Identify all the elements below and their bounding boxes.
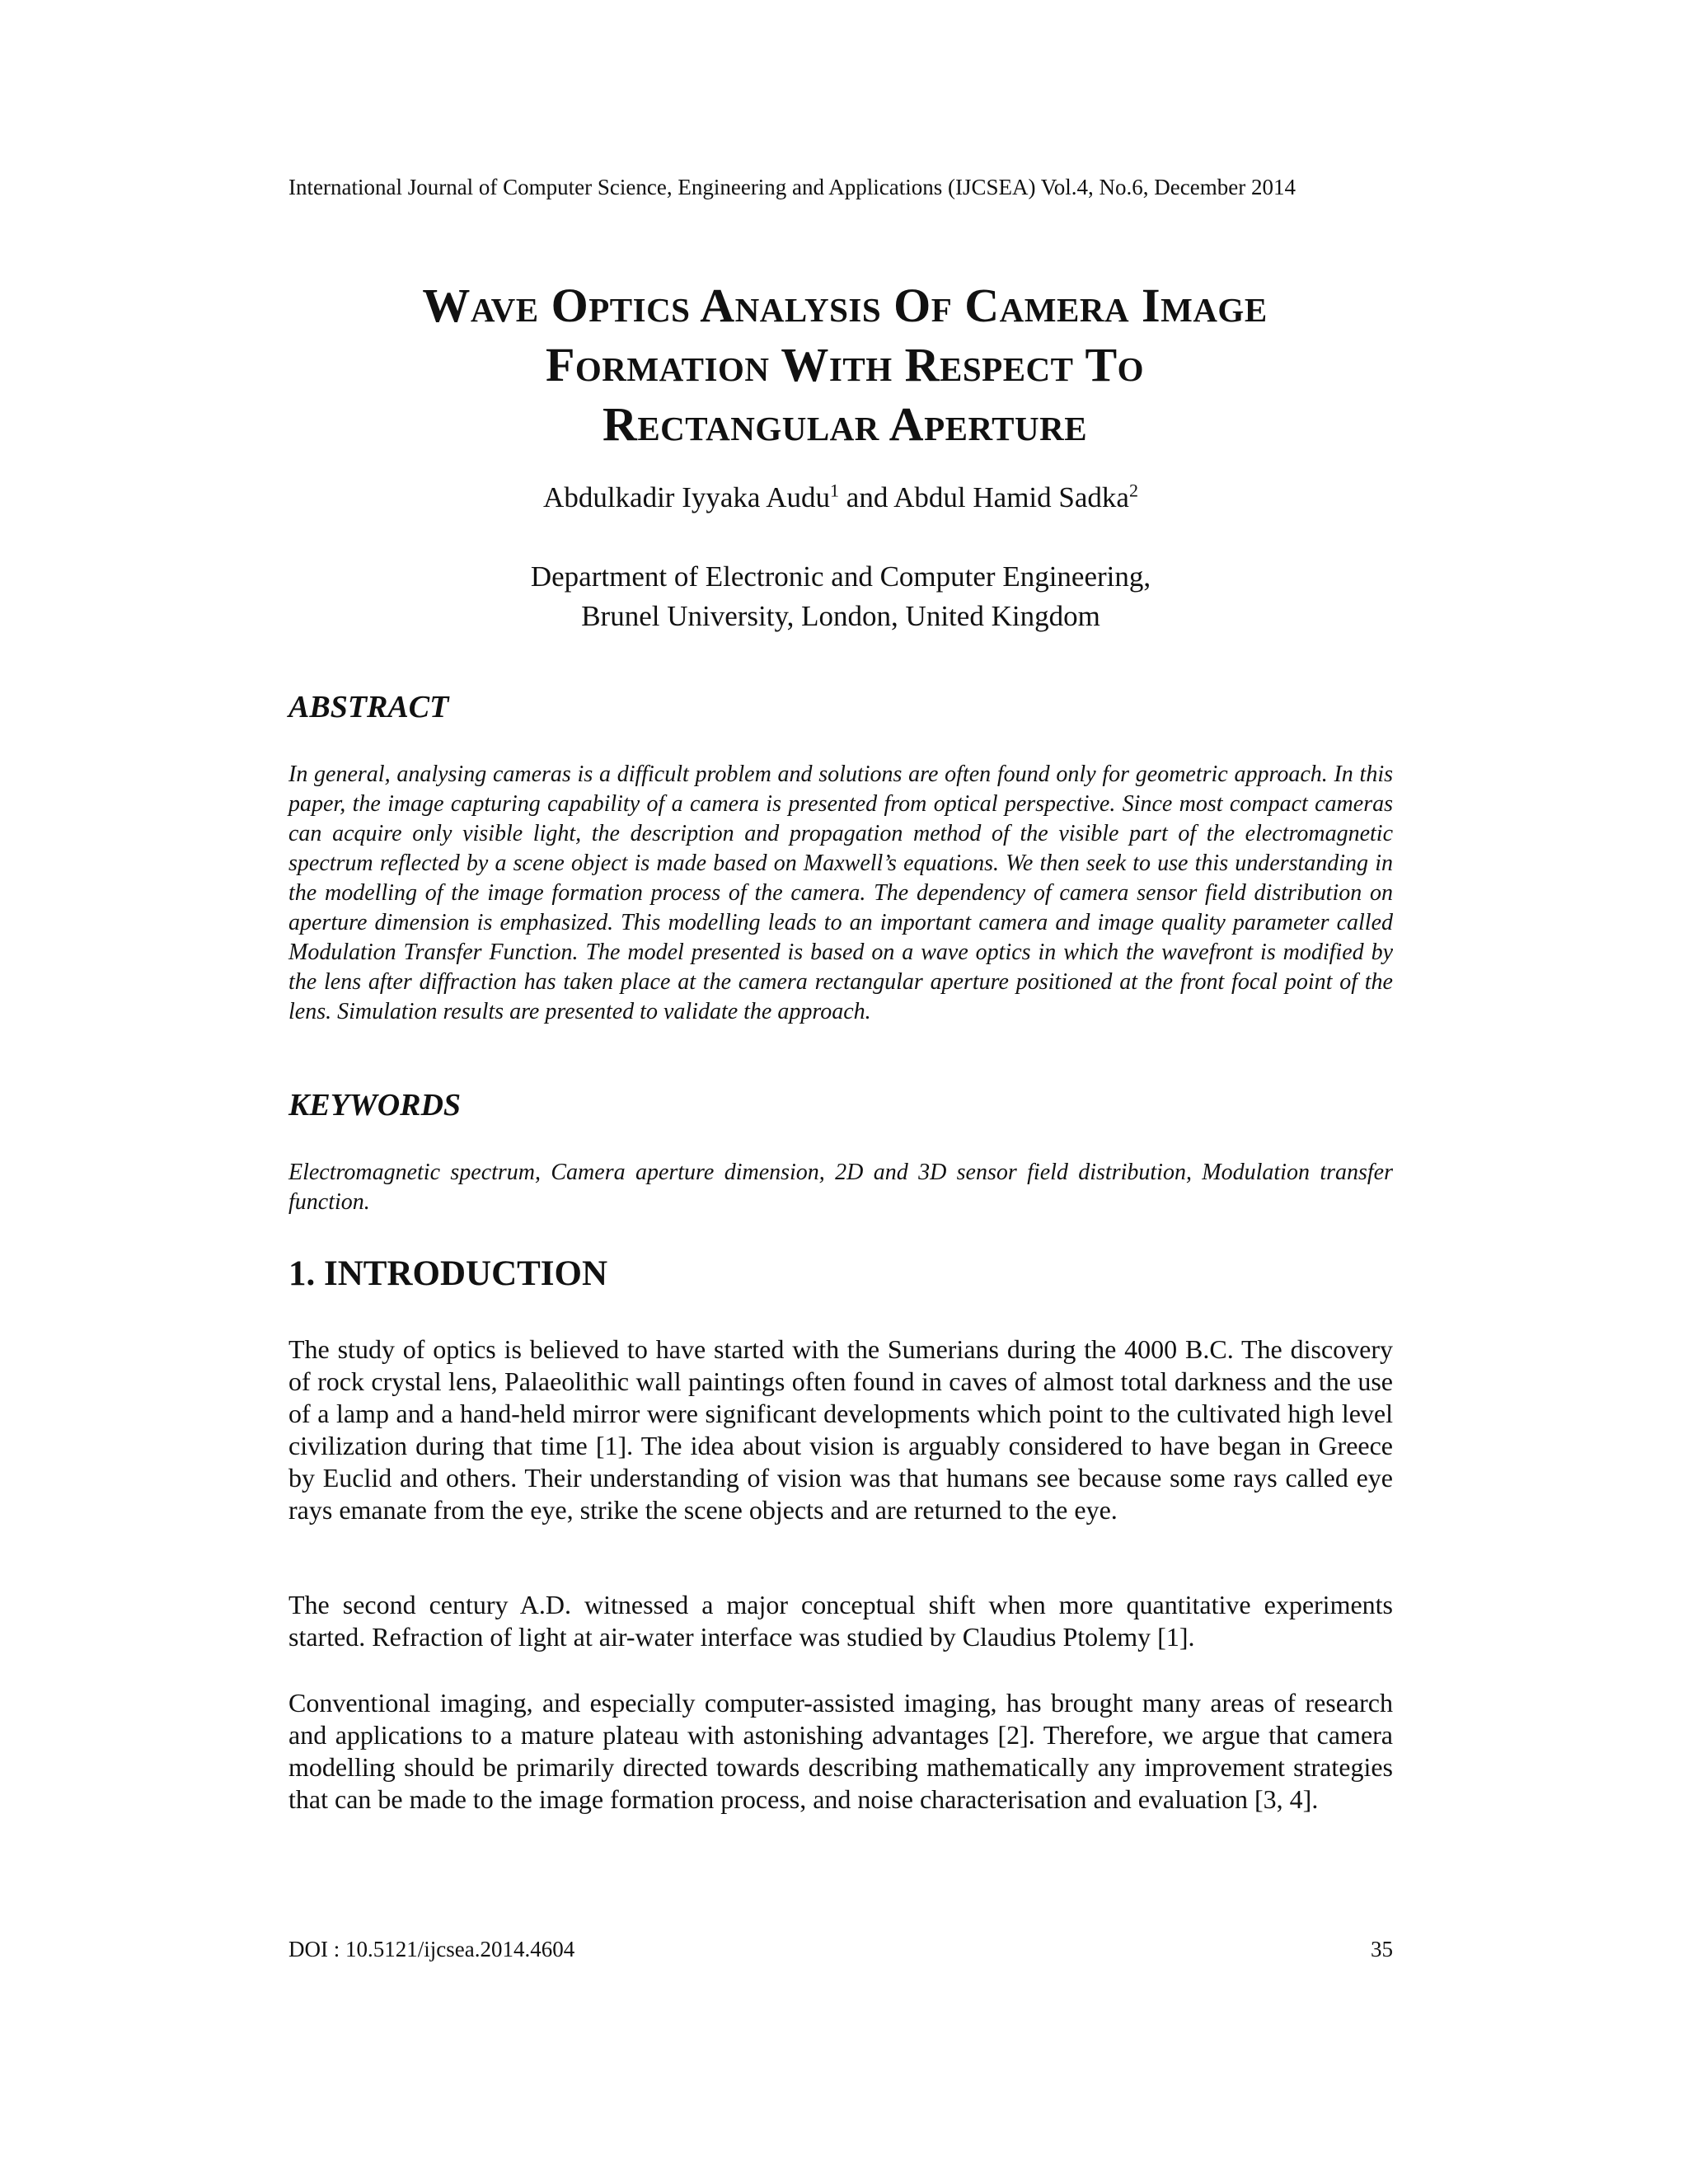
author-name: Abdul Hamid Sadka [893, 481, 1129, 513]
body-paragraph: The second century A.D. witnessed a major conceptual shift when more quantitative experiments started. Refraction of light at air-water interface was studied by Claudius Ptolemy [1]. [288, 1590, 1393, 1652]
running-header: International Journal of Computer Science, Engineering and Applications (IJCSEA) Vol.4, No.6, December 2014 [288, 175, 1296, 199]
author-name: Abdulkadir Iyyaka Audu [543, 481, 831, 513]
paper-title [206, 276, 1484, 454]
affiliation-mark: 2 [1128, 480, 1138, 501]
body-paragraph: Conventional imaging, and especially computer-assisted imaging, has brought many areas of research and applications to a mature plateau with astonishing advantages [2]. Therefore, we argue that camera modelling should be primarily directed towards describing mathematically any improvement strategies that can be made to the image formation process, and noise characterisation and evaluation [3, 4]. [288, 1688, 1393, 1814]
affiliation-line: Brunel University, London, United Kingdom [581, 600, 1100, 632]
affiliation-line: Department of Electronic and Computer Engineering, [530, 560, 1151, 593]
section-heading-introduction: 1. INTRODUCTION [288, 1254, 608, 1293]
body-paragraph: The study of optics is believed to have started with the Sumerians during the 4000 B.C. The discovery of rock crystal lens, Palaeolithic wall paintings often found in caves of almost total darkness and the use of a lamp and a hand-held mirror were significant developments which point to the cultivated high level civilization during that time [1]. The idea about vision is arguably considered to have began in Greece by Euclid and others. Their understanding of vision was that humans see because some rays called eye rays emanate from the eye, strike the scene objects and are returned to the eye. [288, 1334, 1393, 1525]
page-number: 35 [1371, 1937, 1393, 1961]
abstract-text: In general, analysing cameras is a difficult problem and solutions are often found only for geometric approach. In this paper, the image capturing capability of a camera is presented from optical perspective. Since most compact cameras can acquire only visible light, the description and propagation method of the visible part of the electromagnetic spectrum reflected by a scene object is made based on Maxwell’s equations. We then seek to use this understanding in the modelling of the image formation process of the camera. The dependency of camera sensor field distribution on aperture dimension is emphasized. This modelling leads to an important camera and image quality parameter called Modulation Transfer Function. The model presented is based on a wave optics in which the wavefront is modified by the lens after diffraction has taken place at the camera rectangular aperture positioned at the front focal point of the lens. Simulation results are presented to validate the approach. [288, 762, 1393, 1024]
title-line: Wave Optics Analysis Of Camera Image [422, 279, 1268, 332]
affiliation-mark: 1 [830, 480, 840, 501]
title-line: Rectangular Aperture [602, 397, 1088, 451]
title-line: Formation With Respect To [545, 338, 1145, 391]
keywords-heading: KEYWORDS [288, 1088, 462, 1122]
author-line [288, 480, 1393, 516]
affiliation [288, 557, 1393, 636]
keywords-text: Electromagnetic spectrum, Camera aperture dimension, 2D and 3D sensor field distribution, Modulation transfer function. [288, 1160, 1393, 1215]
author-joiner: and [839, 481, 894, 513]
doi-link[interactable]: DOI : 10.5121/ijcsea.2014.4604 [288, 1937, 575, 1961]
abstract-heading: ABSTRACT [288, 690, 449, 724]
